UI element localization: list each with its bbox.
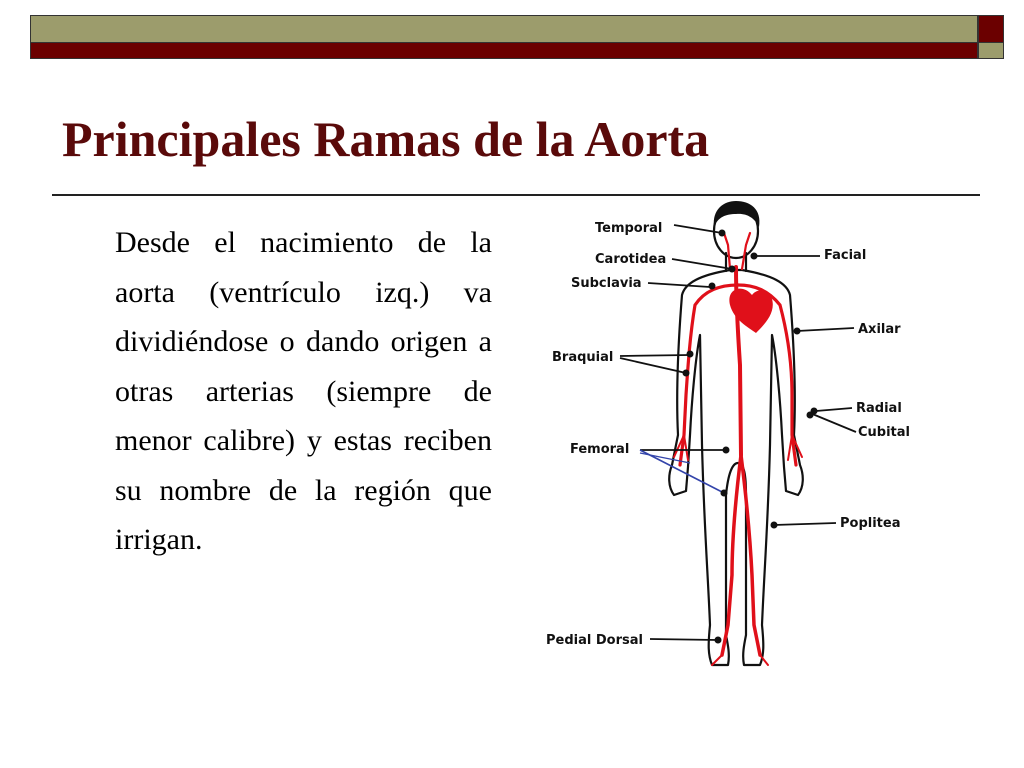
label-poplitea: Poplitea	[840, 516, 901, 531]
label-carotidea: Carotidea	[595, 252, 667, 267]
label-braquial: Braquial	[552, 350, 614, 365]
header-bar	[30, 15, 978, 59]
label-radial: Radial	[856, 401, 902, 416]
header-bar-red	[30, 43, 978, 59]
header-bar-olive	[30, 15, 978, 43]
label-femoral: Femoral	[570, 442, 630, 457]
label-axilar: Axilar	[858, 322, 901, 337]
label-pedial-dorsal: Pedial Dorsal	[546, 633, 643, 648]
label-subclavia: Subclavia	[571, 276, 642, 291]
label-cubital: Cubital	[858, 425, 910, 440]
corner-block-red	[978, 15, 1004, 43]
corner-block-olive	[978, 43, 1004, 59]
aorta-branches-diagram	[540, 195, 930, 680]
slide-title: Principales Ramas de la Aorta	[62, 111, 710, 167]
slide-body-text: Desde el nacimiento de la aorta (ventrículo izq.) va dividiéndose o dando origen a otras arterias (siempre de menor calibre) y estas reciben su nombre de la región que irrigan.	[115, 226, 492, 556]
label-facial: Facial	[824, 248, 867, 263]
label-temporal: Temporal	[595, 221, 663, 236]
